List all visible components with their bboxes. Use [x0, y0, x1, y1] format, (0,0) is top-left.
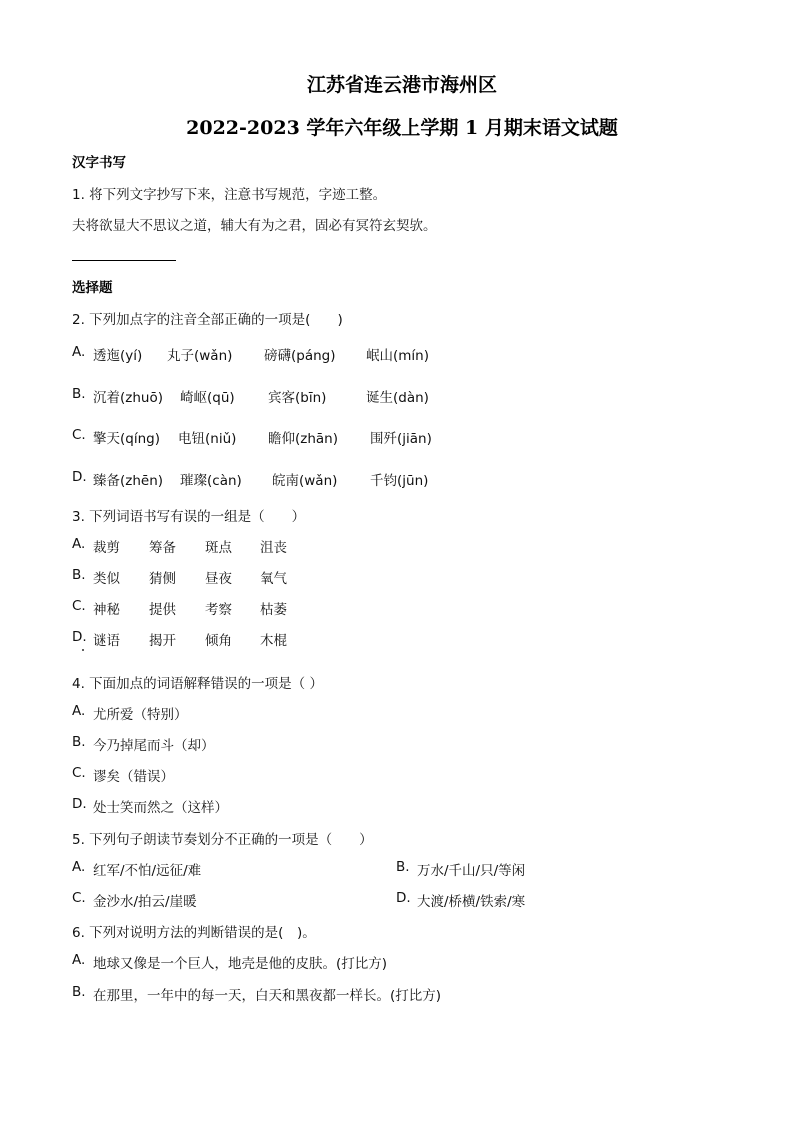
q4-stem: 4. 下面加点的词语解释错误的一项是（ ）: [72, 676, 323, 692]
q4-option-d: [72, 796, 228, 816]
option-word: 斑点: [205, 540, 232, 556]
option-letter: C.: [72, 427, 86, 443]
option-letter: D.: [72, 469, 87, 485]
option-letter: A.: [72, 952, 86, 968]
q2-option-d: [72, 469, 429, 489]
option-word: 岷山(mín): [366, 348, 429, 364]
option-word: 枯萎: [260, 602, 287, 618]
q2-option-c: [72, 427, 432, 447]
option-letter: B.: [72, 567, 86, 583]
option-word: 木棍: [260, 633, 287, 649]
option-text: 在那里，一年中的每一天，白天和黑夜都一样长。(打比方): [93, 988, 442, 1004]
option-letter: A.: [72, 703, 86, 719]
option-word: 沮丧: [260, 540, 287, 556]
option-letter: A.: [72, 859, 86, 875]
option-word: 璀璨(càn): [180, 473, 242, 489]
q5-option-a: [72, 859, 202, 879]
q1-text: 夫将欲显大不思议之道，辅大有为之君，固必有冥符玄契欤。: [72, 218, 437, 234]
option-letter: B.: [72, 734, 86, 750]
q4-option-b: [72, 734, 215, 754]
option-word: 猜侧: [149, 571, 176, 587]
exam-page: [72, 0, 732, 1123]
option-text: 大渡/桥横/铁索/寒: [417, 894, 526, 910]
option-letter: D.: [72, 796, 87, 812]
option-word: 昼夜: [205, 571, 232, 587]
option-text: 今乃掉尾而斗（却）: [93, 738, 215, 754]
option-letter: B.: [72, 984, 86, 1000]
section-heading-choice: 选择题: [72, 280, 113, 296]
option-letter: D.: [396, 890, 411, 906]
option-word: 崎岖(qū): [180, 390, 235, 406]
option-letter: C.: [72, 890, 86, 906]
q3-option-d: [72, 629, 287, 649]
option-letter: C.: [72, 765, 86, 781]
option-word: 裁剪: [93, 540, 120, 556]
option-word: 倾角: [205, 633, 232, 649]
option-letter: C.: [72, 598, 86, 614]
q1-stem: 1. 将下列文字抄写下来，注意书写规范，字迹工整。: [72, 187, 387, 203]
option-word: 电钮(niǔ): [178, 431, 237, 447]
option-word: 类似: [93, 571, 120, 587]
option-text: 红军/不怕/远征/难: [93, 863, 202, 879]
option-word: 擎天(qíng): [93, 431, 160, 447]
emphasis-dot: [82, 649, 84, 651]
option-text: 谬矣（错误）: [93, 769, 174, 785]
option-word: 谜语: [93, 633, 120, 649]
option-text: 金沙水/拍云/崖暖: [93, 894, 197, 910]
option-text: 地球又像是一个巨人，地壳是他的皮肤。(打比方): [93, 956, 388, 972]
option-word: 宾客(bīn): [268, 390, 327, 406]
option-text: 处士笑而然之（这样）: [93, 800, 228, 816]
q3-option-c: [72, 598, 287, 618]
option-text: 万水/千山/只/等闲: [417, 863, 526, 879]
option-word: 神秘: [93, 602, 120, 618]
q2-stem: 2. 下列加点字的注音全部正确的一项是( ): [72, 312, 343, 328]
q5-option-d: [396, 890, 526, 910]
exam-title-line1: 江苏省连云港市海州区: [306, 74, 497, 96]
section-heading-writing: 汉字书写: [72, 155, 126, 171]
option-word: 筹备: [149, 540, 176, 556]
q6-stem: 6. 下列对说明方法的判断错误的是( )。: [72, 925, 316, 941]
q4-option-c: [72, 765, 174, 785]
option-word: 诞生(dàn): [366, 390, 429, 406]
exam-title-line2: 2022-2023 学年六年级上学期 1 月期末语文试题: [186, 117, 618, 139]
q6-option-b: [72, 984, 442, 1004]
q2-option-b: [72, 386, 429, 406]
option-word: 围歼(jiān): [370, 431, 432, 447]
q4-option-a: [72, 703, 188, 723]
option-word: 透迤(yí): [93, 348, 143, 364]
option-word: 磅礴(páng): [264, 348, 336, 364]
option-word: 皖南(wǎn): [272, 473, 338, 489]
q6-option-a: [72, 952, 388, 972]
q3-option-a: [72, 536, 287, 556]
option-word: 氧气: [260, 571, 287, 587]
option-text: 尤所爱（特别）: [93, 707, 188, 723]
option-letter: A.: [72, 344, 86, 360]
q3-stem: 3. 下列词语书写有误的一组是（ ）: [72, 509, 306, 525]
option-letter: A.: [72, 536, 86, 552]
q5-stem: 5. 下列句子朗读节奏划分不正确的一项是（ ）: [72, 832, 373, 848]
q5-option-b: [396, 859, 526, 879]
option-word: 考察: [205, 602, 232, 618]
option-word: 瞻仰(zhān): [268, 431, 339, 447]
option-word: 千钧(jūn): [370, 473, 429, 489]
option-letter: B.: [72, 386, 86, 402]
option-letter: D.: [72, 629, 87, 645]
q2-option-a: [72, 344, 429, 364]
option-word: 臻备(zhēn): [93, 473, 164, 489]
answer-blank-line: [72, 260, 176, 261]
option-word: 丸子(wǎn): [167, 348, 233, 364]
option-word: 提供: [149, 602, 176, 618]
q5-option-c: [72, 890, 197, 910]
option-word: 揭开: [149, 633, 176, 649]
q3-option-b: [72, 567, 287, 587]
option-word: 沉着(zhuō): [93, 390, 163, 406]
option-letter: B.: [396, 859, 410, 875]
